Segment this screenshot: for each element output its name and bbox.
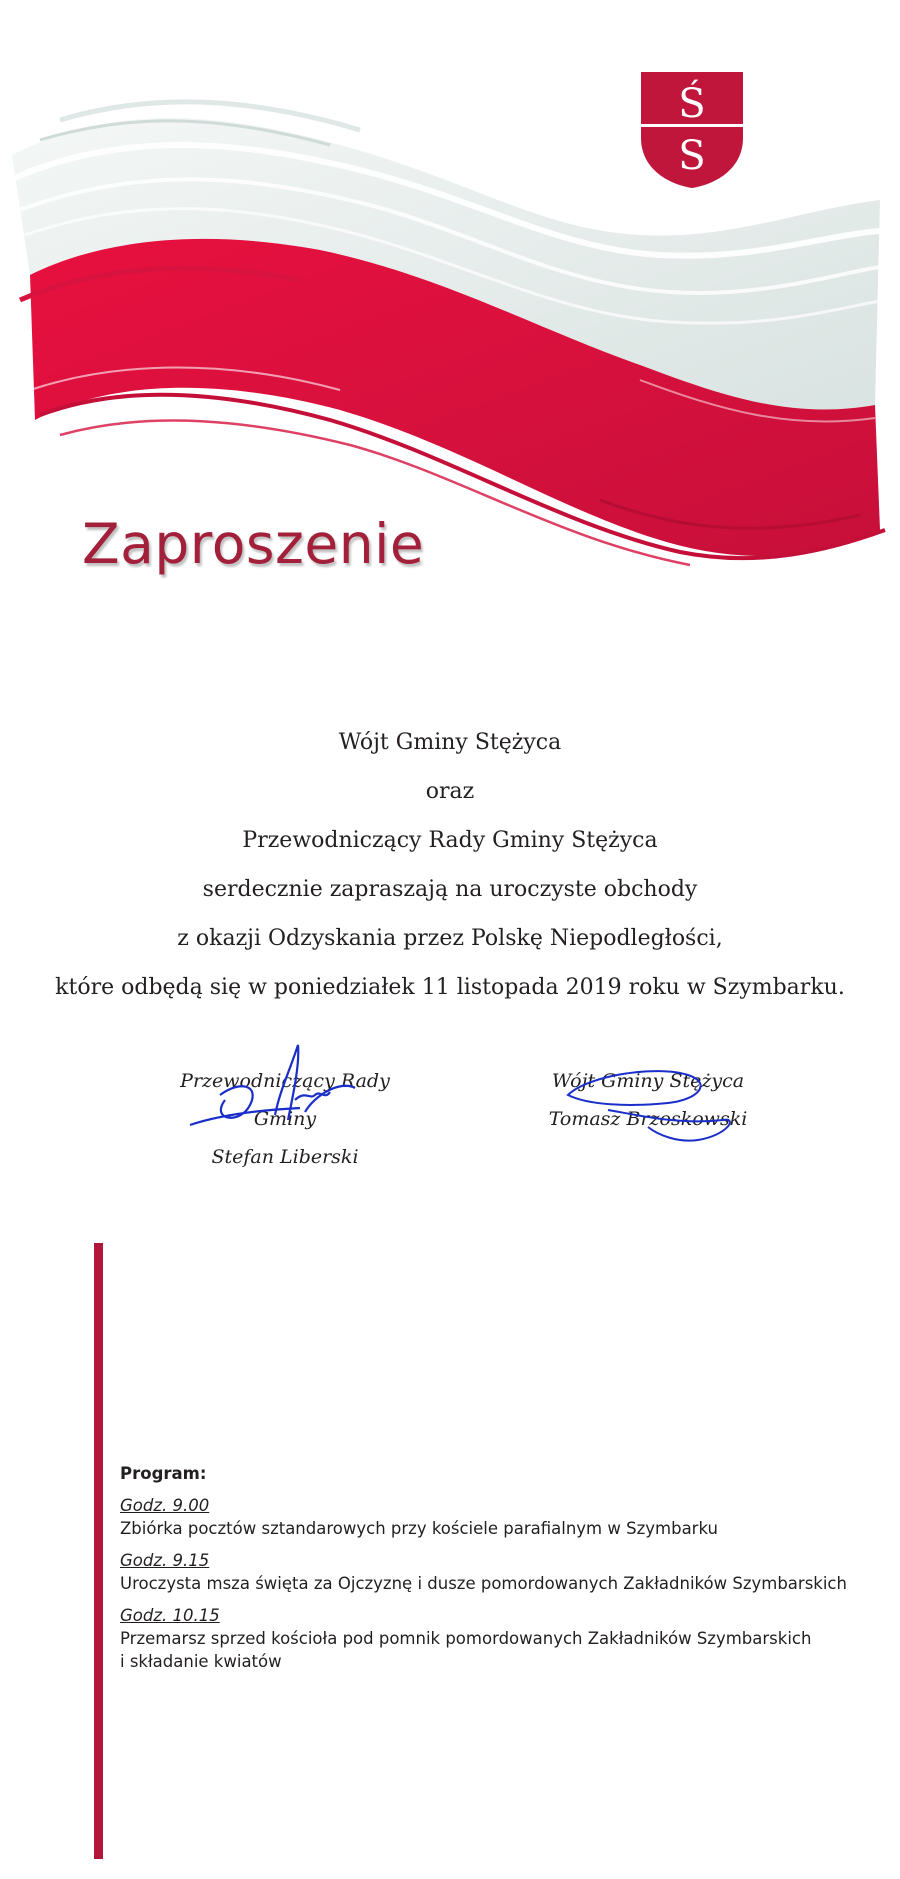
invitation-line: serdecznie zapraszają na uroczyste obchody <box>202 877 698 902</box>
invitation-heading: Zaproszenie <box>82 512 425 576</box>
program-section <box>120 1462 880 1682</box>
crest-letter-top: Ś <box>678 81 706 127</box>
signature-role: Przewodniczący Rady Gminy <box>180 1070 390 1130</box>
crest-letter-bottom: S <box>678 133 706 179</box>
municipal-crest-logo <box>641 72 743 188</box>
program-item <box>120 1549 880 1595</box>
program-title: Program: <box>120 1464 207 1483</box>
program-item <box>120 1604 880 1673</box>
signature-block-mayor <box>548 1062 748 1138</box>
polish-flag-brush-artwork <box>0 60 900 580</box>
accent-bar <box>94 1243 103 1859</box>
signature-block-chairman <box>150 1062 420 1176</box>
program-item-description: Uroczysta msza święta za Ojczyznę i dusze pomordowanych Zakładników Szymbarskich <box>120 1574 847 1593</box>
invitation-line: które odbędą się w poniedziałek 11 listopada 2019 roku w Szymbarku. <box>55 975 845 1000</box>
signature-name: Tomasz Brzoskowski <box>548 1108 748 1130</box>
invitation-line: Przewodniczący Rady Gminy Stężyca <box>242 828 658 853</box>
invitation-line: Wójt Gminy Stężyca <box>338 730 562 755</box>
program-item-time: Godz. 9.15 <box>120 1551 210 1570</box>
invitation-line: oraz <box>425 779 475 804</box>
program-item-time: Godz. 10.15 <box>120 1606 220 1625</box>
program-item-description: Zbiórka pocztów sztandarowych przy kościele parafialnym w Szymbarku <box>120 1519 718 1538</box>
program-item-time: Godz. 9.00 <box>120 1496 210 1515</box>
program-item-description: Przemarsz sprzed kościoła pod pomnik pomordowanych Zakładników Szymbarskich i składanie kwiatów <box>120 1629 812 1671</box>
program-item <box>120 1494 880 1540</box>
invitation-line: z okazji Odzyskania przez Polskę Niepodległości, <box>177 926 723 951</box>
invitation-text <box>0 718 900 1012</box>
signature-role: Wójt Gminy Stężyca <box>551 1070 745 1092</box>
signature-name: Stefan Liberski <box>211 1146 359 1168</box>
